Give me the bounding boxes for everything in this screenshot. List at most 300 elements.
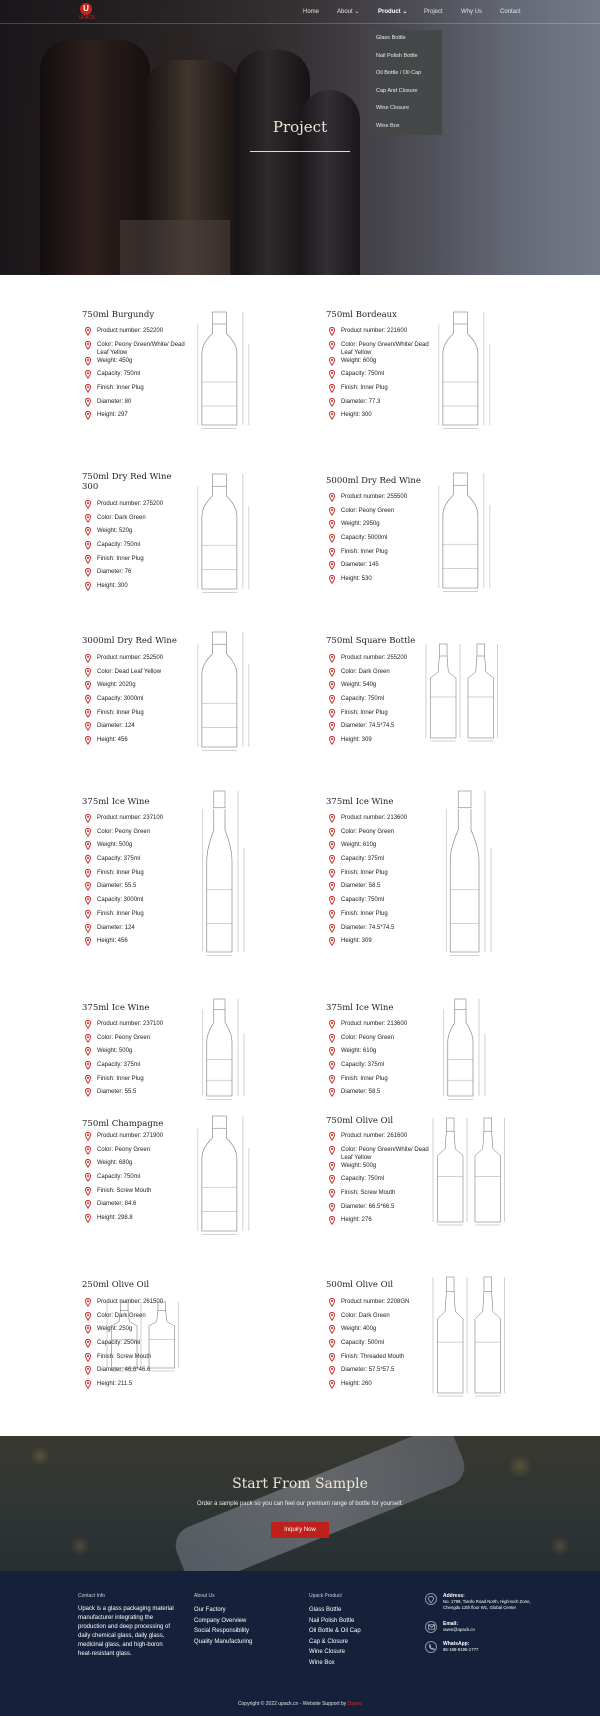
product-name: 375ml Ice Wine xyxy=(82,1003,150,1013)
bottle-icon xyxy=(329,814,335,823)
product-card[interactable] xyxy=(326,476,566,616)
spec-text: Finish: Inner Plug xyxy=(97,385,144,392)
bottle-icon xyxy=(329,1366,335,1375)
bottle-icon xyxy=(329,869,335,878)
bottle-icon xyxy=(329,855,335,864)
email-icon xyxy=(425,1621,437,1633)
spec-item xyxy=(82,896,187,910)
bottle-technical-drawing xyxy=(190,1114,260,1241)
bottle-icon xyxy=(329,384,335,393)
spec-item xyxy=(326,1175,431,1189)
spec-text: Capacity: 375ml xyxy=(97,1062,141,1069)
product-name: 750ml Square Bottle xyxy=(326,636,416,646)
spec-item xyxy=(82,1061,187,1075)
spec-text: Color: Peony Green xyxy=(341,828,395,835)
product-card[interactable] xyxy=(82,636,322,776)
nav-product[interactable] xyxy=(378,0,407,24)
spec-text: Product number: 252500 xyxy=(97,655,164,661)
dropdown-item-cap-and-closure[interactable]: Cap And Closure xyxy=(376,87,418,94)
bottle-icon xyxy=(329,1339,335,1348)
footer-link-wine-box[interactable]: Wine Box xyxy=(309,1659,335,1666)
spec-text: Capacity: 250ml xyxy=(97,1340,141,1347)
spec-item xyxy=(326,814,431,828)
spec-text: Color: Peony Green/White/ Dead Leaf Yellow xyxy=(341,341,429,356)
nav-project[interactable]: Project xyxy=(424,9,443,15)
spec-text: Product number: 213600 xyxy=(341,815,408,821)
spec-text: Diameter: 57.5*57.5 xyxy=(341,1367,395,1374)
dropdown-item-wine-box[interactable]: Wine Box xyxy=(376,122,400,129)
spec-text: Finish: Inner Plug xyxy=(341,709,388,716)
bottle-icon xyxy=(329,1146,335,1155)
bottle-icon xyxy=(329,1353,335,1362)
spec-text: Diameter: 84.6 xyxy=(97,1201,137,1208)
bottle-technical-drawing xyxy=(431,471,501,598)
spec-text: Finish: Inner Plug xyxy=(341,548,388,555)
spec-text: Product number: 237100 xyxy=(97,815,164,821)
spec-item xyxy=(82,869,187,883)
bottle-icon xyxy=(329,370,335,379)
spec-item xyxy=(326,869,431,883)
spec-item xyxy=(82,582,187,596)
footer-link-cap-closure[interactable]: Cap & Closure xyxy=(309,1638,349,1645)
spec-item xyxy=(82,681,187,695)
product-card[interactable] xyxy=(326,797,566,945)
product-card[interactable] xyxy=(82,797,322,945)
spec-text: Product number: 255200 xyxy=(341,655,408,661)
spec-text: Color: Peony Green/White/ Dead Leaf Yellow xyxy=(97,341,185,356)
product-name: 750ml Bordeaux xyxy=(326,310,397,320)
bottle-icon xyxy=(85,1214,91,1223)
product-specs xyxy=(326,654,431,750)
product-card[interactable] xyxy=(326,1116,566,1256)
product-name: 250ml Olive Oil xyxy=(82,1280,150,1290)
spec-item xyxy=(82,514,187,528)
spec-text: Finish: Inner Plug xyxy=(341,869,388,876)
nav-contact[interactable]: Contact xyxy=(500,9,521,15)
chevron-down-icon: ⌄ xyxy=(354,9,360,15)
bottle-icon xyxy=(329,575,335,584)
spec-text: Diameter: 124 xyxy=(97,924,135,931)
product-specs xyxy=(326,1132,431,1230)
spec-text: Color: Peony Green xyxy=(341,507,395,514)
bottle-icon xyxy=(85,937,91,946)
bottle-technical-drawing xyxy=(190,472,260,599)
bottle-technical-drawing xyxy=(190,630,260,757)
bottle-icon xyxy=(329,548,335,557)
spec-text: Capacity: 750ml xyxy=(97,371,141,378)
bottle-icon xyxy=(329,937,335,946)
spec-text: Capacity: 750ml xyxy=(97,1174,141,1181)
spec-text: Height: 456 xyxy=(97,737,128,744)
bottle-icon xyxy=(85,327,91,336)
bottle-icon xyxy=(329,736,335,745)
bottle-icon xyxy=(329,910,335,919)
spec-item xyxy=(82,1020,187,1034)
bottle-icon xyxy=(329,1175,335,1184)
spec-text: Color: Dark Green xyxy=(97,1312,146,1319)
spec-text: Weight: 600g xyxy=(341,357,377,364)
product-name: 375ml Ice Wine xyxy=(82,797,150,807)
title-divider xyxy=(250,151,350,152)
footer-link-social-responsibility[interactable]: Social Responsibility xyxy=(194,1628,250,1635)
spec-item xyxy=(326,1146,431,1162)
spec-text: Weight: 680g xyxy=(97,1160,133,1167)
bottle-icon xyxy=(85,681,91,690)
spec-text: Capacity: 5000ml xyxy=(341,535,388,542)
spec-text: Diameter: 58.5 xyxy=(341,883,381,890)
spec-text: Height: 276 xyxy=(341,1217,372,1224)
bottle-icon xyxy=(329,882,335,891)
spec-text: Product number: 213600 xyxy=(341,1021,408,1027)
bottle-icon xyxy=(329,654,335,663)
bottle-icon xyxy=(329,520,335,529)
product-card[interactable] xyxy=(82,1119,322,1259)
spec-item xyxy=(326,384,431,398)
spec-item xyxy=(82,841,187,855)
spec-text: Diameter: 58.5 xyxy=(341,1089,381,1096)
product-specs xyxy=(82,1132,187,1228)
spec-item xyxy=(326,841,431,855)
hero-overlay xyxy=(0,0,600,275)
spec-item xyxy=(82,855,187,869)
bottle-icon xyxy=(329,722,335,731)
spec-item xyxy=(326,709,431,723)
spec-text: Finish: Inner Plug xyxy=(97,869,144,876)
spec-item xyxy=(82,695,187,709)
bottle-icon xyxy=(85,1047,91,1056)
spec-item xyxy=(326,1339,431,1353)
spec-item xyxy=(326,1075,431,1089)
product-specs xyxy=(326,814,431,951)
bottle-icon xyxy=(85,1380,91,1389)
spec-item xyxy=(326,1061,431,1075)
footer-heading: Upack Product xyxy=(309,1593,342,1599)
spec-text: Finish: Inner Plug xyxy=(341,385,388,392)
spec-text: Finish: Inner Plug xyxy=(97,910,144,917)
spec-item xyxy=(326,507,431,521)
spec-text: Product number: 221600 xyxy=(341,328,408,334)
spec-item xyxy=(82,370,187,384)
chevron-down-icon: ⌄ xyxy=(402,9,408,15)
address-value: No. 1799, Tianfu Road North, High-tech Zone, Chengdu 12th floor W1, Global Center xyxy=(443,1599,531,1610)
spec-item xyxy=(326,937,431,951)
spec-text: Weight: 500g xyxy=(97,842,133,849)
spec-text: Color: Dark Green xyxy=(341,1312,390,1319)
footer-link-nail-polish-bottle[interactable]: Nail Polish Bottle xyxy=(309,1617,355,1624)
bottle-icon xyxy=(329,1325,335,1334)
bottle-icon xyxy=(329,924,335,933)
bottle-icon xyxy=(329,341,335,350)
spec-text: Color: Dark Green xyxy=(97,514,146,521)
spec-text: Finish: Inner Plug xyxy=(97,709,144,716)
spec-text: Finish: Screw Mouth xyxy=(97,1187,152,1194)
spec-text: Weight: 500g xyxy=(97,1048,133,1055)
spec-text: Height: 298.8 xyxy=(97,1215,133,1222)
product-card[interactable] xyxy=(82,310,322,450)
bottle-technical-drawing xyxy=(431,1116,511,1231)
spec-item xyxy=(326,681,431,695)
bottle-icon xyxy=(329,561,335,570)
location-pin-icon xyxy=(425,1593,437,1605)
product-specs xyxy=(82,814,187,951)
product-card[interactable] xyxy=(82,1280,322,1420)
bottle-icon xyxy=(329,896,335,905)
spec-text: Diameter: 124 xyxy=(97,723,135,730)
bottle-icon xyxy=(85,1366,91,1375)
footer-link-our-factory[interactable]: Our Factory xyxy=(194,1607,226,1613)
spec-text: Height: 309 xyxy=(341,938,372,945)
spec-item xyxy=(82,910,187,924)
spec-text: Product number: 252200 xyxy=(97,328,164,334)
logo-mark: U xyxy=(80,3,92,15)
footer-link-oil-bottle[interactable]: Oil Bottle & Oil Cap xyxy=(309,1628,361,1635)
bottle-icon xyxy=(85,814,91,823)
spec-text: Diameter: 74.5*74.5 xyxy=(341,723,395,730)
bottle-icon xyxy=(85,341,91,350)
bottle-icon xyxy=(85,1075,91,1084)
product-specs xyxy=(326,327,431,425)
spec-text: Product number: 255500 xyxy=(341,494,408,500)
bottle-icon xyxy=(329,1216,335,1225)
footer-products xyxy=(309,1593,361,1669)
bottle-icon xyxy=(85,411,91,420)
spec-item xyxy=(326,736,431,750)
spec-item xyxy=(82,1173,187,1187)
bottle-icon xyxy=(329,668,335,677)
bottle-icon xyxy=(85,1020,91,1029)
bottle-icon xyxy=(329,1061,335,1070)
footer-link-company-overview[interactable]: Company Overview xyxy=(194,1617,247,1624)
spec-text: Product number: 271900 xyxy=(97,1133,164,1139)
spec-item xyxy=(82,722,187,736)
spec-item xyxy=(82,411,187,425)
spec-text: Weight: 250g xyxy=(97,1326,133,1333)
support-link[interactable]: Dayoo xyxy=(347,1701,363,1707)
spec-item xyxy=(82,736,187,750)
product-card[interactable] xyxy=(326,636,566,776)
bottle-icon xyxy=(85,855,91,864)
spec-item xyxy=(326,575,431,589)
product-specs xyxy=(326,493,431,589)
bottle-icon xyxy=(85,841,91,850)
spec-item xyxy=(82,1088,187,1102)
copyright xyxy=(0,1701,600,1707)
cta-title: Start From Sample xyxy=(232,1476,368,1492)
spec-item xyxy=(326,534,431,548)
email-value[interactable]: owen@upack.cn xyxy=(443,1627,475,1632)
logo[interactable] xyxy=(76,3,98,21)
spec-item xyxy=(82,1200,187,1214)
whatsapp-label: WhatsApp: xyxy=(443,1641,470,1647)
spec-text: Height: 297 xyxy=(97,412,128,419)
email-label: Email: xyxy=(443,1621,459,1627)
bottle-icon xyxy=(85,924,91,933)
nav-about-label: About xyxy=(337,9,353,15)
spec-item xyxy=(82,937,187,951)
spec-text: Weight: 520g xyxy=(97,528,133,535)
spec-text: Weight: 610g xyxy=(341,1048,377,1055)
spec-item xyxy=(326,1034,431,1048)
spec-text: Diameter: 74.5*74.5 xyxy=(341,924,395,931)
spec-item xyxy=(326,1353,431,1367)
spec-item xyxy=(326,1047,431,1061)
spec-item xyxy=(326,910,431,924)
bottle-icon xyxy=(85,384,91,393)
spec-item xyxy=(326,1312,431,1326)
bottle-icon xyxy=(85,1187,91,1196)
spec-item xyxy=(82,327,187,341)
spec-item xyxy=(326,327,431,341)
bottle-icon xyxy=(329,1380,335,1389)
bottle-icon xyxy=(85,370,91,379)
spec-text: Color: Dead Leaf Yellow xyxy=(97,668,162,675)
dropdown-item-glass-bottle[interactable]: Glass Bottle xyxy=(376,35,406,41)
spec-text: Diameter: 46.6*46.6 xyxy=(97,1367,151,1374)
bottle-icon xyxy=(85,910,91,919)
spec-item xyxy=(82,924,187,938)
footer-heading: Contact Info xyxy=(78,1593,105,1599)
spec-text: Height: 211.5 xyxy=(97,1381,133,1388)
bottle-technical-drawing xyxy=(431,997,501,1106)
spec-text: Height: 456 xyxy=(97,938,128,945)
spec-item xyxy=(82,555,187,569)
spec-item xyxy=(82,709,187,723)
spec-text: Diameter: 66.5*66.5 xyxy=(341,1203,395,1210)
product-specs xyxy=(82,654,187,750)
bottle-icon xyxy=(329,1132,335,1141)
bottle-icon xyxy=(85,1146,91,1155)
spec-item xyxy=(82,1214,187,1228)
bottle-icon xyxy=(329,1162,335,1171)
spec-text: Finish: Inner Plug xyxy=(341,1075,388,1082)
bottle-technical-drawing xyxy=(105,1300,185,1377)
spec-text: Height: 309 xyxy=(341,737,372,744)
nav-why-us[interactable]: Why Us xyxy=(461,9,482,15)
spec-item xyxy=(82,357,187,371)
spec-item xyxy=(82,1132,187,1146)
bottle-icon xyxy=(85,555,91,564)
product-card[interactable] xyxy=(82,472,322,612)
bottle-technical-drawing xyxy=(190,997,260,1106)
product-card[interactable] xyxy=(326,1280,566,1420)
spec-text: Weight: 400g xyxy=(341,1326,377,1333)
spec-item xyxy=(326,1132,431,1146)
spec-text: Capacity: 500ml xyxy=(341,1340,385,1347)
bottle-icon xyxy=(329,534,335,543)
spec-item xyxy=(82,654,187,668)
bottle-icon xyxy=(329,1020,335,1029)
bottle-icon xyxy=(85,1353,91,1362)
footer-link-quality-manufacturing[interactable]: Quality Manufacturing xyxy=(194,1638,253,1645)
spec-text: Height: 300 xyxy=(341,412,372,419)
product-name: 750ml Olive Oil xyxy=(326,1116,394,1126)
bottle-icon xyxy=(85,541,91,550)
product-specs xyxy=(326,1298,431,1394)
spec-item xyxy=(82,1047,187,1061)
spec-text: Weight: 500g xyxy=(341,1162,377,1169)
bottle-icon xyxy=(329,398,335,407)
bottle-icon xyxy=(329,828,335,837)
spec-item xyxy=(82,1146,187,1160)
bottle-icon xyxy=(329,507,335,516)
spec-item xyxy=(326,1162,431,1176)
bottle-icon xyxy=(85,357,91,366)
spec-item xyxy=(326,341,431,357)
spec-item xyxy=(82,398,187,412)
bottle-icon xyxy=(329,1298,335,1307)
spec-item xyxy=(82,1187,187,1201)
dropdown-item-nail-polish-bottle[interactable]: Nail Polish Bottle xyxy=(376,52,418,59)
spec-item xyxy=(82,1075,187,1089)
spec-text: Product number: 261600 xyxy=(341,1133,408,1139)
spec-text: Finish: Inner Plug xyxy=(341,910,388,917)
spec-text: Color: Peony Green xyxy=(97,828,151,835)
spec-text: Weight: 540g xyxy=(341,682,377,689)
nav-about[interactable] xyxy=(337,0,359,24)
bottle-technical-drawing xyxy=(190,789,260,962)
product-name: 5000ml Dry Red Wine xyxy=(326,476,421,486)
spec-text: Height: 260 xyxy=(341,1381,372,1388)
dropdown-item-wine-closure[interactable]: Wine Closure xyxy=(376,105,410,111)
bottle-icon xyxy=(85,736,91,745)
cta-subtitle: Order a sample pack so you can feel our premium range of bottle for yourself. xyxy=(196,1501,404,1507)
spec-item xyxy=(326,695,431,709)
spec-item xyxy=(326,548,431,562)
spec-item xyxy=(82,384,187,398)
spec-text: Capacity: 375ml xyxy=(97,856,141,863)
bottle-icon xyxy=(329,1075,335,1084)
spec-text: Finish: Inner Plug xyxy=(97,555,144,562)
spec-text: Color: Dark Green xyxy=(341,668,390,675)
whatsapp-value[interactable]: 86-158-8195-1777 xyxy=(443,1647,479,1652)
spec-item xyxy=(326,896,431,910)
spec-text: Capacity: 750ml xyxy=(341,897,385,904)
top-nav xyxy=(0,0,600,24)
spec-item xyxy=(326,561,431,575)
spec-item xyxy=(82,527,187,541)
footer-link-glass-bottle[interactable]: Glass Bottle xyxy=(309,1607,342,1613)
bottle-technical-drawing xyxy=(431,310,501,435)
bottle-icon xyxy=(85,1088,91,1097)
nav-home[interactable]: Home xyxy=(303,9,320,15)
product-specs xyxy=(82,327,187,425)
footer-link-wine-closure[interactable]: Wine Closure xyxy=(309,1649,346,1656)
spec-item xyxy=(326,370,431,384)
product-card[interactable] xyxy=(326,310,566,450)
spec-item xyxy=(82,668,187,682)
footer-heading: About Us xyxy=(194,1593,215,1599)
spec-text: Capacity: 750ml xyxy=(341,1176,385,1183)
dropdown-item-oil-bottle[interactable]: Oil Bottle / Oil Cap xyxy=(376,70,422,76)
spec-item xyxy=(326,1366,431,1380)
product-specs xyxy=(326,1020,431,1102)
spec-item xyxy=(82,568,187,582)
spec-text: Height: 300 xyxy=(97,583,128,590)
footer-about-us xyxy=(194,1593,252,1647)
hero-banner xyxy=(0,0,600,275)
spec-item xyxy=(82,341,187,357)
spec-item xyxy=(82,1380,187,1394)
spec-text: Product number: 237100 xyxy=(97,1021,164,1027)
inquiry-now-button[interactable]: Inquiry Now xyxy=(271,1522,329,1538)
copyright-text: Copyright © 2022 upack.cn - Website Support by xyxy=(237,1701,347,1707)
spec-text: Capacity: 3000ml xyxy=(97,696,144,703)
spec-item xyxy=(82,882,187,896)
bottle-icon xyxy=(329,493,335,502)
bottle-icon xyxy=(85,398,91,407)
bottle-technical-drawing xyxy=(424,642,504,747)
spec-item xyxy=(326,357,431,371)
